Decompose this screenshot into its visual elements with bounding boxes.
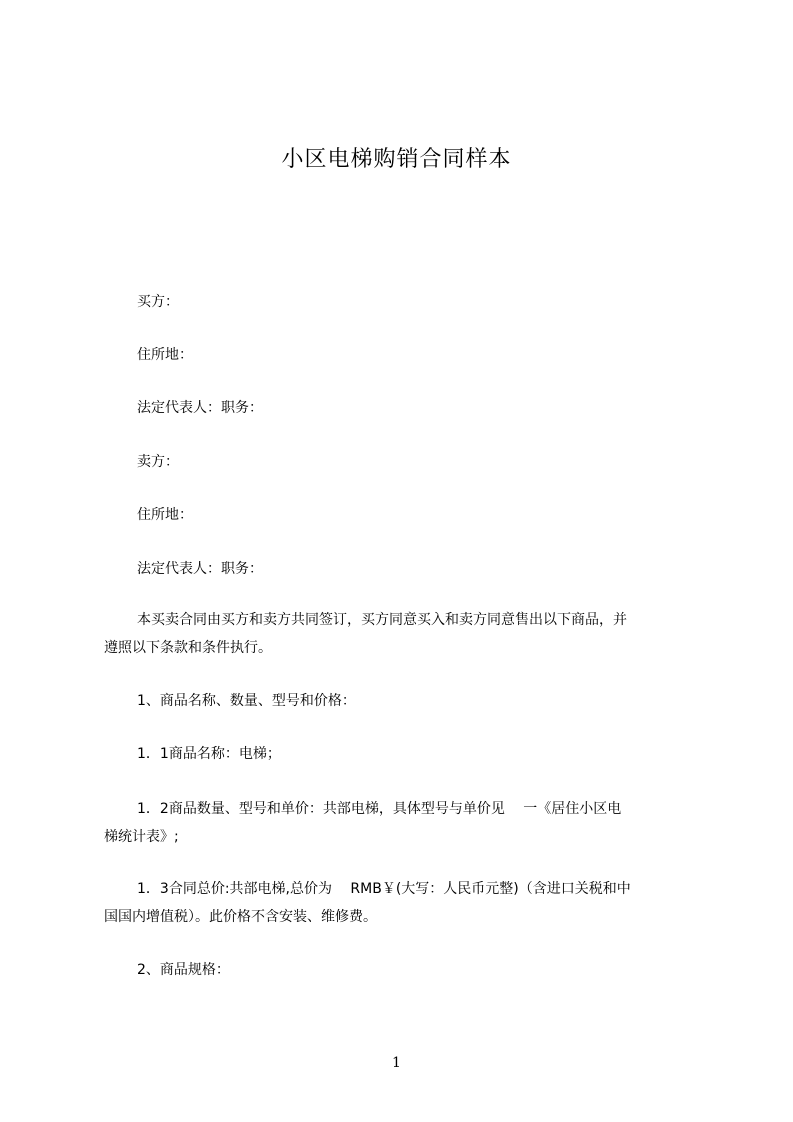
buyer-address-label: 住所地： (137, 347, 193, 363)
clause-1-3-line-2: 国国内增值税）。此价格不含安装、维修费。 (104, 909, 377, 925)
clause-1-2-line-2: 梯统计表》; (104, 829, 179, 845)
clause-1-3-line-1: 1．3合同总价:共部电梯,总价为 RMB￥(大写：人民币元整)（含进口关税和中 (137, 881, 631, 897)
page-number: 1 (392, 1055, 401, 1071)
buyer-label: 买方： (137, 294, 179, 310)
intro-paragraph (104, 606, 700, 662)
buyer-representative-label: 法定代表人：职务： (137, 400, 263, 416)
section-1-heading: 1、商品名称、数量、型号和价格： (137, 693, 356, 709)
clause-1-2-line-1: 1．2商品数量、型号和单价：共部电梯，具体型号与单价见 一《居住小区电 (137, 801, 622, 817)
clause-1-2 (104, 795, 700, 851)
clause-1-1: 1．1商品名称：电梯； (137, 746, 281, 762)
section-2-heading: 2、商品规格： (137, 962, 230, 978)
seller-address-label: 住所地： (137, 507, 193, 523)
intro-line-1: 本买卖合同由买方和卖方共同签订，买方同意买入和卖方同意售出以下商品，并 (137, 612, 627, 628)
document-title: 小区电梯购销合同样本 (281, 147, 512, 172)
clause-1-3 (104, 875, 700, 931)
intro-line-2: 遵照以下条款和条件执行。 (104, 640, 272, 656)
seller-label: 卖方： (137, 454, 179, 470)
seller-representative-label: 法定代表人：职务： (137, 561, 263, 577)
